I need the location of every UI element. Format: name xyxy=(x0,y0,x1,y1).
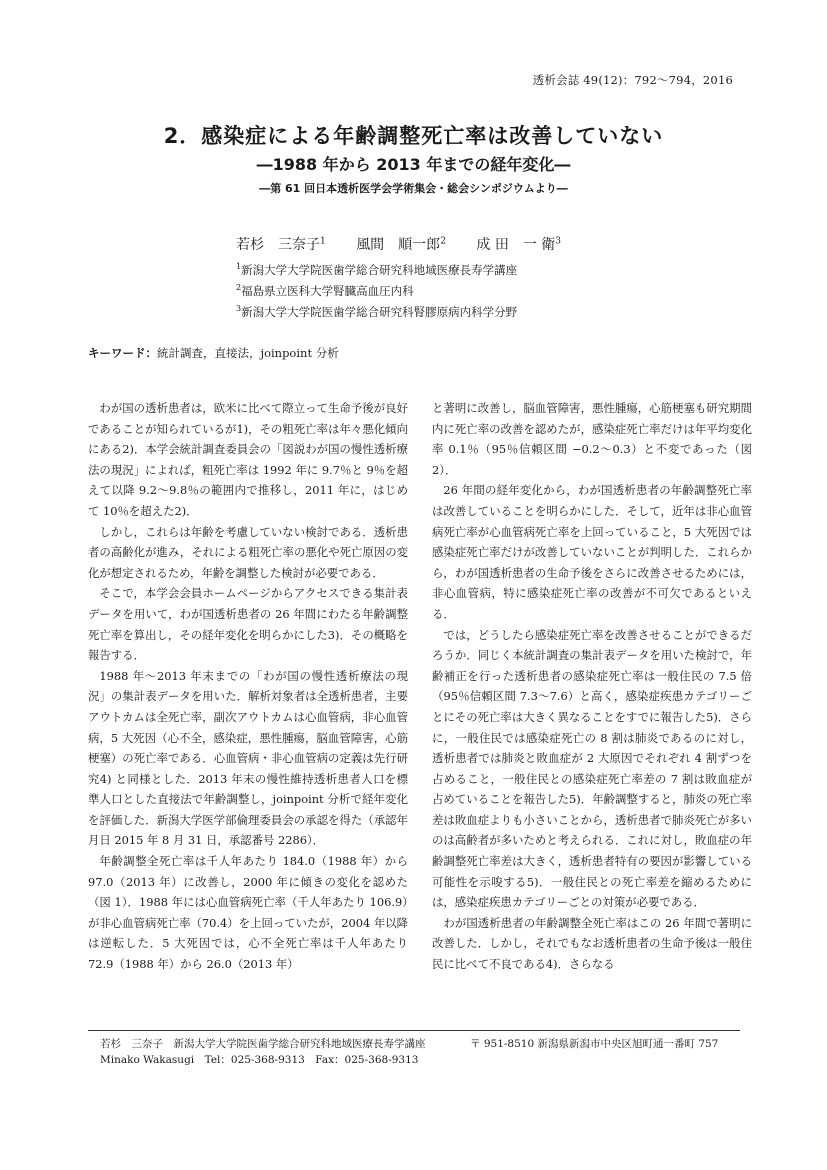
affiliation: $^2$福島県立医科大学腎臓高血圧内科 xyxy=(236,282,414,298)
affiliation: $^1$新潟大学大学院医歯学総合研究科地域医療長寿学講座 xyxy=(236,262,518,277)
journal-reference: 透析会誌 49(12)：792〜794，2016 xyxy=(532,73,733,87)
affiliation-list xyxy=(236,258,517,320)
article-title: 2．感染症による年齢調整死亡率は改善していない xyxy=(163,124,664,148)
keywords-text: 統計調査，直接法，joinpoint 分析 xyxy=(157,346,339,360)
keywords-label: キーワード： xyxy=(88,346,157,360)
body-column-left xyxy=(88,398,408,975)
keywords xyxy=(88,345,339,361)
correspondence-affiliation: 若杉 三奈子 新潟大学大学院医歯学総合研究科地域医療長寿学講座 xyxy=(100,1038,426,1050)
affiliation: $^3$新潟大学大学院医歯学総合研究科腎膠原病内科学分野 xyxy=(236,303,518,319)
body-column-right xyxy=(432,398,752,975)
paragraph-continued: と著明に改善し，脳血管障害，悪性腫瘍，心筋梗塞も研究期間内に死亡率の改善を認めたが，感染症死亡率だけは年平均変化率 0.1％（95％信頼区間 −0.2〜0.3）と不変であった（図 2）． xyxy=(432,401,752,477)
correspondence-address: 〒 951-8510 新潟県新潟市中央区旭町通一番町 757 xyxy=(470,1038,719,1050)
paragraph: 1988 年〜2013 年末までの「わが国の慢性透析療法の現況」の集計表データを用いた．解析対象者は全透析患者，主要アウトカムは全死亡率，副次アウトカムは心血管病，非心血管病，5 大死因（心不全，感染症，悪性腫瘍，脳血管障害，心筋梗塞）の死亡率である．心血管病・非心血管病の定義は先行研究4) と同様とした．2013 年末の慢性維持透析患者人口を標準人口とした直接法で年齢調整し，joinpoint 分析で経年変化を評価した．新潟大学医学部倫理委員会の承認を得た（承認年月日 2015 年 8 月 31 日，承認番号 2286）． xyxy=(88,668,408,848)
paragraph: しかし，これらは年齢を考慮していない検討である．透析患者の高齢化が進み，それによる粗死亡率の悪化や死亡原因の変化が想定されるため，年齢を調整した検討が必要である． xyxy=(88,524,408,580)
paragraph: そこで，本学会会員ホームページからアクセスできる集計表データを用いて，わが国透析患者の 26 年間にわたる年齢調整死亡率を算出し，その経年変化を明らかにした3)．その概略を報告する． xyxy=(88,586,408,663)
paragraph: では，どうしたら感染症死亡率を改善させることができるだろうか．同じく本統計調査の集計表データを用いた検討で，年齢補正を行った透析患者の感染症死亡率は一般住民の 7.5 倍（95％信頼区間 7.3〜7.6）と高く，感染症疾患カテゴリーごとにその死亡率は大きく異なることをすでに報告した5)．さらに，一般住民では感染症死亡の 8 割は肺炎であるのに対し，透析患者では肺炎と敗血症が 2 大原因でそれぞれ 4 割ずつを占めること，一般住民との感染症死亡率差の 7 割は敗血症が占めていることを報告した5)．年齢調整すると，肺炎の死亡率差は敗血症よりも小さいことから，透析患者で肺炎死亡が多いのは高齢者が多いためと考えられる．これに対し，敗血症の年齢調整死亡率差は大きく，透析患者特有の要因が影響している可能性を示唆する5)．一般住民との死亡率差を縮めるためには，感染症疾患カテゴリーごとの対策が必要である． xyxy=(432,627,752,910)
author-list xyxy=(236,234,587,254)
paragraph: わが国透析患者の年齢調整全死亡率はこの 26 年間で著明に改善した．しかし，それでもなお透析患者の生命予後は一般住民に比べて不良である4)．さらなる xyxy=(432,915,752,972)
paragraph: わが国の透析患者は，欧米に比べて際立って生命予後が良好であることが知られているが1)，その粗死亡率は年々悪化傾向にある2)．本学会統計調査委員会の「図説わが国の慢性透析療法の現況」によれば，粗死亡率は 1992 年に 9.7％と 9％を超えて以降 9.2〜9.8％の範囲内で推移し，2011 年に，はじめて 10％を超えた2)． xyxy=(88,401,408,518)
article-subtitle: ―1988 年から 2013 年までの経年変化― xyxy=(256,155,571,174)
correspondence-contact: Minako Wakasugi Tel：025-368-9313 Fax：025-368-9313 xyxy=(100,1054,419,1066)
paragraph: 26 年間の経年変化から，わが国透析患者の年齢調整死亡率は改善していることを明らかにした．そして，近年は非心血管病死亡率が心血管病死亡率を上回っていること，5 大死因では感染症死亡率だけが改善していないことが判明した．これらから，わが国透析患者の生命予後をさらに改善させるためには，非心血管病，特に感染症死亡率の改善が不可欠であるといえる． xyxy=(432,483,752,621)
symposium-note: ―第 61 回日本透析医学会学術集会・総会シンポジウムより― xyxy=(259,182,568,195)
author-name: 風間 順一郎$^2$ xyxy=(356,236,446,253)
author-name: 成 田 一 衛$^3$ xyxy=(476,236,562,253)
footer-divider xyxy=(88,1030,740,1031)
author-name: 若杉 三奈子$^1$ xyxy=(236,236,326,253)
paragraph: 年齢調整全死亡率は千人年あたり 184.0（1988 年）から 97.0（2013 年）に改善し，2000 年に傾きの変化を認めた（図 1）．1988 年には心血管病死亡率（千人年あたり 106.9）が非心血管病死亡率（70.4）を上回っていたが，2004 年以降は逆転した．5 大死因では，心不全死亡率は千人年あたり 72.9（1988 年）から 26.0（2013 年） xyxy=(88,854,408,972)
